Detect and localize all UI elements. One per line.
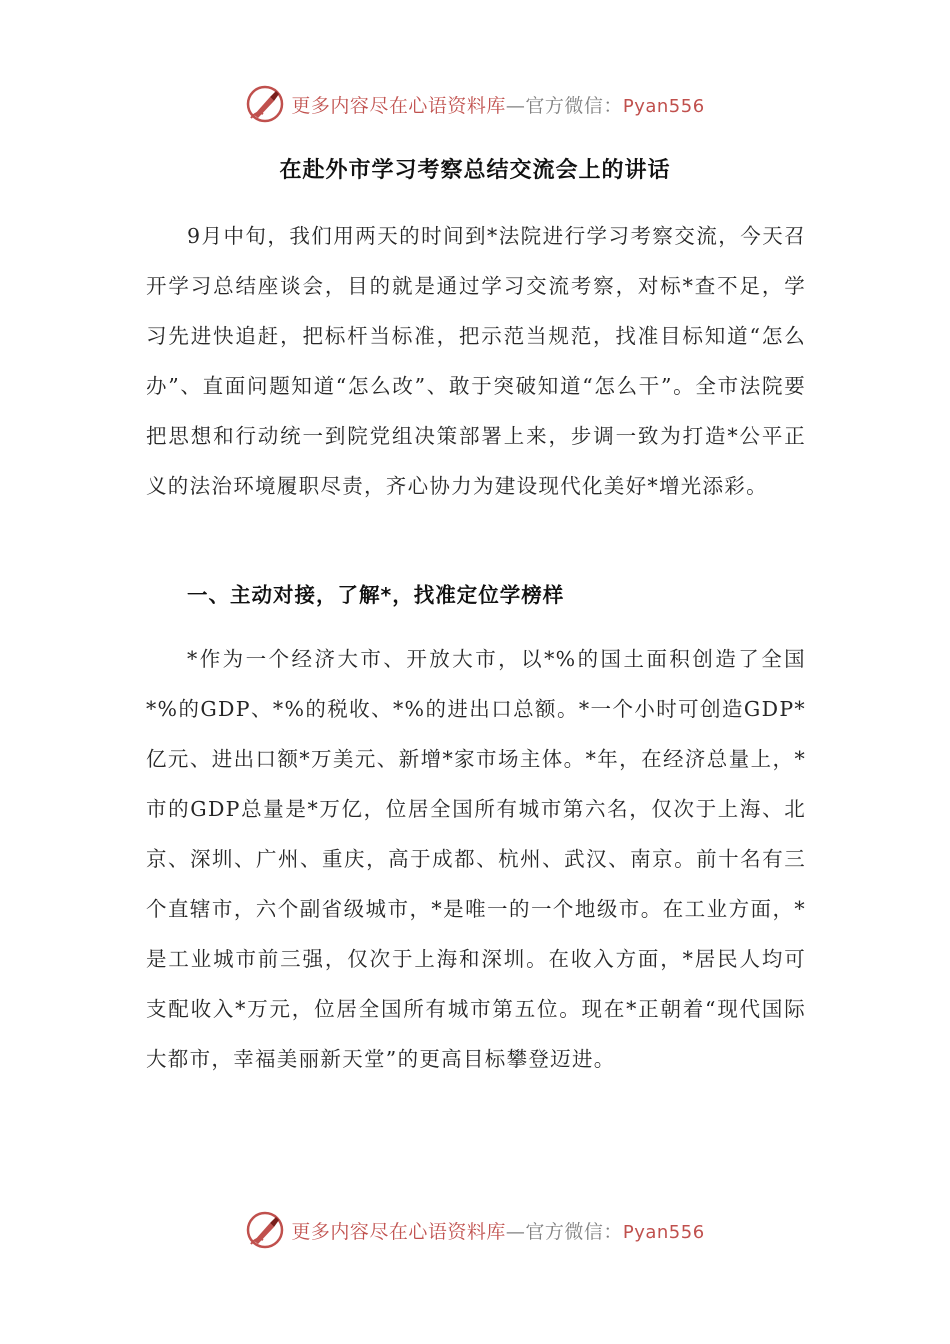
paragraph-1: 9月中旬，我们用两天的时间到*法院进行学习考察交流，今天召开学习总结座谈会，目的就是通过学习交流考察，对标*查不足，学习先进快追赶，把标杆当标准，把示范当规范，找准目标知道“怎么办”、直面问题知道“怎么改”、敢于突破知道“怎么干”。全市法院要把思想和行动统一到院党组决策部署上来，步调一致为打造*公平正义的法治环境履职尽责，齐心协力为建设现代化美好*增光添彩。 (146, 224, 806, 498)
watermark-banner-bottom (0, 1205, 950, 1255)
watermark-banner-top (0, 79, 950, 129)
watermark-part2: —官方微信： (505, 1220, 623, 1243)
section-heading-1: 一、主动对接，了解*，找准定位学榜样 (187, 583, 565, 607)
pen-logo-icon (245, 84, 285, 124)
watermark-part2: —官方微信： (505, 94, 623, 117)
watermark-text (291, 91, 704, 118)
pen-logo-icon (245, 1210, 285, 1250)
watermark-part1: 更多内容尽在心语资料库 (291, 94, 506, 117)
watermark-text (291, 1217, 704, 1244)
paragraph-2: *作为一个经济大市、开放大市，以*%的国土面积创造了全国*%的GDP、*%的税收、*%的进出口总额。*一个小时可创造GDP*亿元、进出口额*万美元、新增*家市场主体。*年，在经济总量上，*市的GDP总量是*万亿，位居全国所有城市第六名，仅次于上海、北京、深圳、广州、重庆，高于成都、杭州、武汉、南京。前十名有三个直辖市，六个副省级城市，*是唯一的一个地级市。在工业方面，*是工业城市前三强，仅次于上海和深圳。在收入方面，*居民人均可支配收入*万元，位居全国所有城市第五位。现在*正朝着“现代国际大都市，幸福美丽新天堂”的更高目标攀登迈进。 (146, 647, 806, 1071)
watermark-part3: Pyan556 (622, 95, 705, 117)
document-title: 在赴外市学习考察总结交流会上的讲话 (279, 158, 671, 183)
watermark-part3: Pyan556 (622, 1221, 705, 1243)
watermark-part1: 更多内容尽在心语资料库 (291, 1220, 506, 1243)
